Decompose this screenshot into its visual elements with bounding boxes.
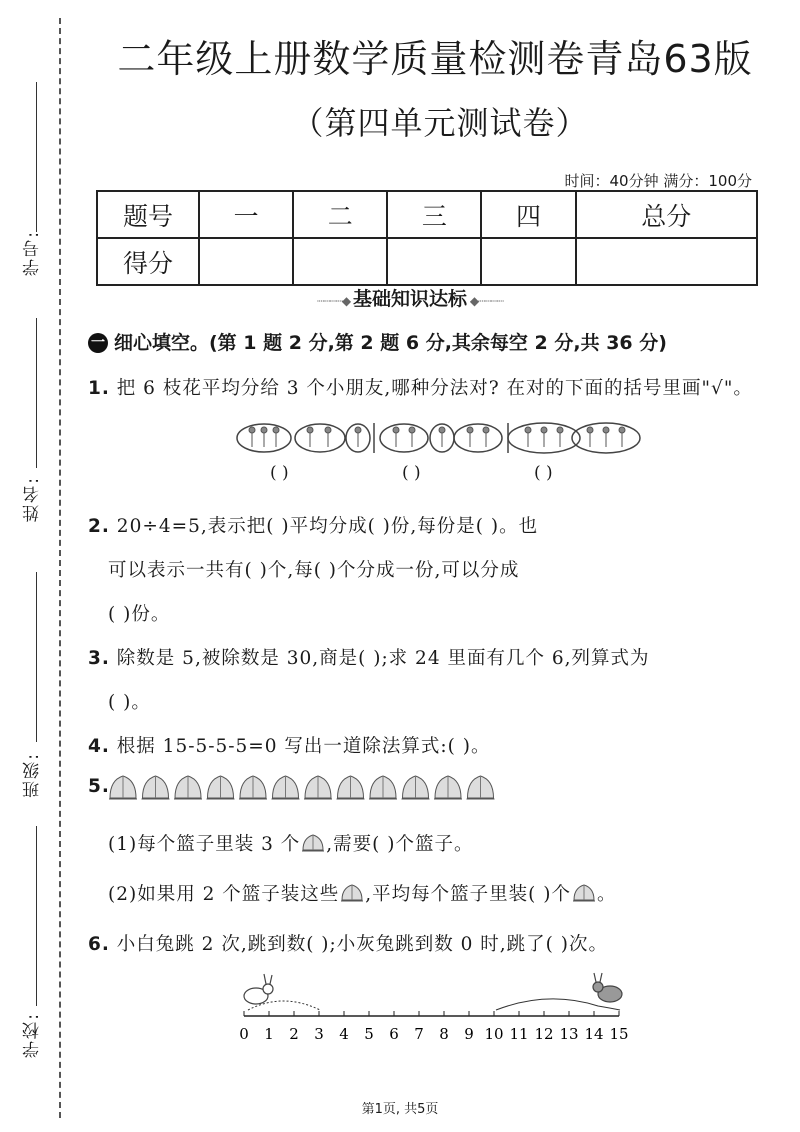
school-line [36, 826, 37, 1006]
section-banner-text: 基础知识达标 [352, 288, 467, 310]
question-5-sub-2-text-a: (2)如果用 2 个篮子装这些 [108, 884, 340, 905]
flower-icon [325, 427, 331, 447]
section-banner [270, 284, 550, 311]
question-2-text[interactable]: 20÷4=5,表示把( )平均分成( )份,每份是( )。也 [116, 516, 539, 537]
question-4 [88, 732, 490, 758]
page-title: 二年级上册数学质量检测卷青岛63版 [117, 37, 753, 81]
question-number: 4. [88, 736, 110, 757]
question-1-text: 把 6 枝花平均分给 3 个小朋友,哪种分法对? 在对的下面的括号里画"√"。 [116, 378, 753, 399]
banner-decoration-right: ◆┈┈┈┈ [467, 294, 503, 308]
class-label: 班级: [23, 752, 43, 798]
white-rabbit-icon [244, 974, 273, 1004]
flower-groups-illustration [234, 418, 642, 458]
score-header-cell: 总分 [576, 191, 757, 238]
number-line-tick-label: 15 [609, 1025, 629, 1043]
peach-icon [402, 776, 430, 799]
flower-icon [273, 427, 279, 447]
name-label: 姓名: [23, 476, 43, 522]
student-no-line [36, 82, 37, 232]
peach-icon [337, 776, 365, 799]
number-line-tick-label: 3 [314, 1025, 324, 1043]
question-number: 3. [88, 648, 110, 669]
peach-icon [142, 776, 170, 799]
flower-icon [619, 427, 625, 447]
flower-group-ellipse [380, 424, 428, 452]
class-line [36, 572, 37, 742]
peach-icon [272, 776, 300, 799]
flower-icon [393, 427, 399, 447]
peach-icon [571, 880, 597, 904]
flower-group-ellipse [295, 424, 345, 452]
number-line-tick-label: 0 [239, 1025, 249, 1043]
answer-bracket-a[interactable]: ( ) [270, 463, 289, 483]
flower-group-ellipse [454, 424, 502, 452]
score-table [96, 190, 758, 286]
binding-cut-line [59, 18, 61, 1118]
question-5-sub-1-text-b[interactable]: ,需要( )个篮子。 [326, 834, 474, 855]
score-input-cell[interactable] [481, 238, 575, 285]
question-3-text[interactable]: 除数是 5,被除数是 30,商是( );求 24 里面有几个 6,列算式为 [116, 648, 650, 669]
exam-meta: 时间：40分钟 满分：100分 [564, 172, 752, 190]
number-line-diagram [228, 972, 648, 1048]
question-4-text[interactable]: 根据 15-5-5-5=0 写出一道除法算式:( )。 [116, 736, 491, 757]
peach-icon [434, 776, 462, 799]
question-number: 1. [88, 378, 110, 399]
part1-heading-text: 细心填空。(第 1 题 2 分,第 2 题 6 分,其余每空 2 分,共 36 分) [114, 332, 667, 354]
number-line-tick-label: 11 [509, 1025, 529, 1043]
number-line-tick-label: 4 [339, 1025, 349, 1043]
question-number: 2. [88, 516, 110, 537]
peach-icon [174, 776, 202, 799]
part-number-badge: 一 [88, 333, 108, 353]
question-2-line-3[interactable]: ( )份。 [108, 604, 171, 625]
peach-icon [339, 880, 365, 904]
part1-heading [88, 328, 667, 355]
number-line-tick-label: 12 [534, 1025, 554, 1043]
number-line-tick-label: 5 [364, 1025, 374, 1043]
question-6-text[interactable]: 小白兔跳 2 次,跳到数( );小灰兔跳到数 0 时,跳了( )次。 [116, 934, 608, 955]
peach-icon [239, 776, 267, 799]
question-number: 5. [88, 776, 110, 797]
flower-icon [483, 427, 489, 447]
flower-icons [249, 427, 625, 447]
number-line-tick-label: 13 [559, 1025, 579, 1043]
flower-icon [467, 427, 473, 447]
number-line-tick-label: 1 [264, 1025, 274, 1043]
grey-rabbit-icon [593, 973, 622, 1002]
score-input-cell[interactable] [199, 238, 293, 285]
answer-bracket-c[interactable]: ( ) [534, 463, 553, 483]
question-2-line-2[interactable]: 可以表示一共有( )个,每( )个分成一份,可以分成 [108, 560, 520, 581]
number-line-tick-label: 2 [289, 1025, 299, 1043]
peach-icon [467, 776, 495, 799]
question-3-line-2[interactable]: ( )。 [108, 692, 151, 713]
question-3-line-1 [88, 644, 650, 670]
flower-icon [541, 427, 547, 447]
question-1 [88, 374, 753, 400]
flower-icon [355, 427, 361, 447]
number-line-tick-label: 10 [484, 1025, 504, 1043]
question-5-sub-2-text-b[interactable]: ,平均每个篮子里装( )个 [365, 884, 571, 905]
question-6 [88, 930, 608, 956]
school-label: 学校: [23, 1012, 43, 1058]
answer-bracket-b[interactable]: ( ) [402, 463, 421, 483]
question-2-line-1 [88, 512, 538, 538]
score-input-cell[interactable] [293, 238, 387, 285]
jump-arc [496, 999, 620, 1010]
banner-decoration-left: ┈┈┈┈◆ [317, 294, 353, 308]
flower-icon [557, 427, 563, 447]
score-input-cell[interactable] [576, 238, 757, 285]
number-line-tick-label: 6 [389, 1025, 399, 1043]
peach-icon [300, 830, 326, 854]
peach-icon [369, 776, 397, 799]
question-5-sub-1 [108, 830, 473, 856]
number-line-tick-label: 7 [414, 1025, 424, 1043]
page-footer: 第1页, 共5页 [361, 1102, 439, 1117]
flower-icon [439, 427, 445, 447]
score-row-label: 得分 [97, 238, 199, 285]
number-line-tick-label: 8 [439, 1025, 449, 1043]
student-no-label: 学号: [23, 230, 43, 276]
question-5-sub-2 [108, 880, 616, 906]
score-table-score-row [97, 238, 757, 285]
flower-icon [587, 427, 593, 447]
question-number: 6. [88, 934, 110, 955]
flower-icon [261, 427, 267, 447]
score-header-cell: 三 [387, 191, 481, 238]
score-table-header-row [97, 191, 757, 238]
peach-icon [207, 776, 235, 799]
score-header-cell: 题号 [97, 191, 199, 238]
flower-icon [249, 427, 255, 447]
name-line [36, 318, 37, 468]
question-5-sub-1-text-a: (1)每个篮子里装 3 个 [108, 834, 301, 855]
peach-row [106, 770, 502, 804]
question-5-sub-2-text-c: 。 [596, 884, 617, 905]
score-header-cell: 二 [293, 191, 387, 238]
flower-icon [525, 427, 531, 447]
score-header-cell: 四 [481, 191, 575, 238]
score-header-cell: 一 [199, 191, 293, 238]
flower-icon [409, 427, 415, 447]
peach-icon [109, 776, 137, 799]
number-line-tick-label: 9 [464, 1025, 474, 1043]
flower-icon [307, 427, 313, 447]
peach-icon [304, 776, 332, 799]
score-input-cell[interactable] [387, 238, 481, 285]
page-subtitle: （第四单元测试卷） [291, 104, 589, 142]
number-line-tick-label: 14 [584, 1025, 604, 1043]
flower-icon [603, 427, 609, 447]
